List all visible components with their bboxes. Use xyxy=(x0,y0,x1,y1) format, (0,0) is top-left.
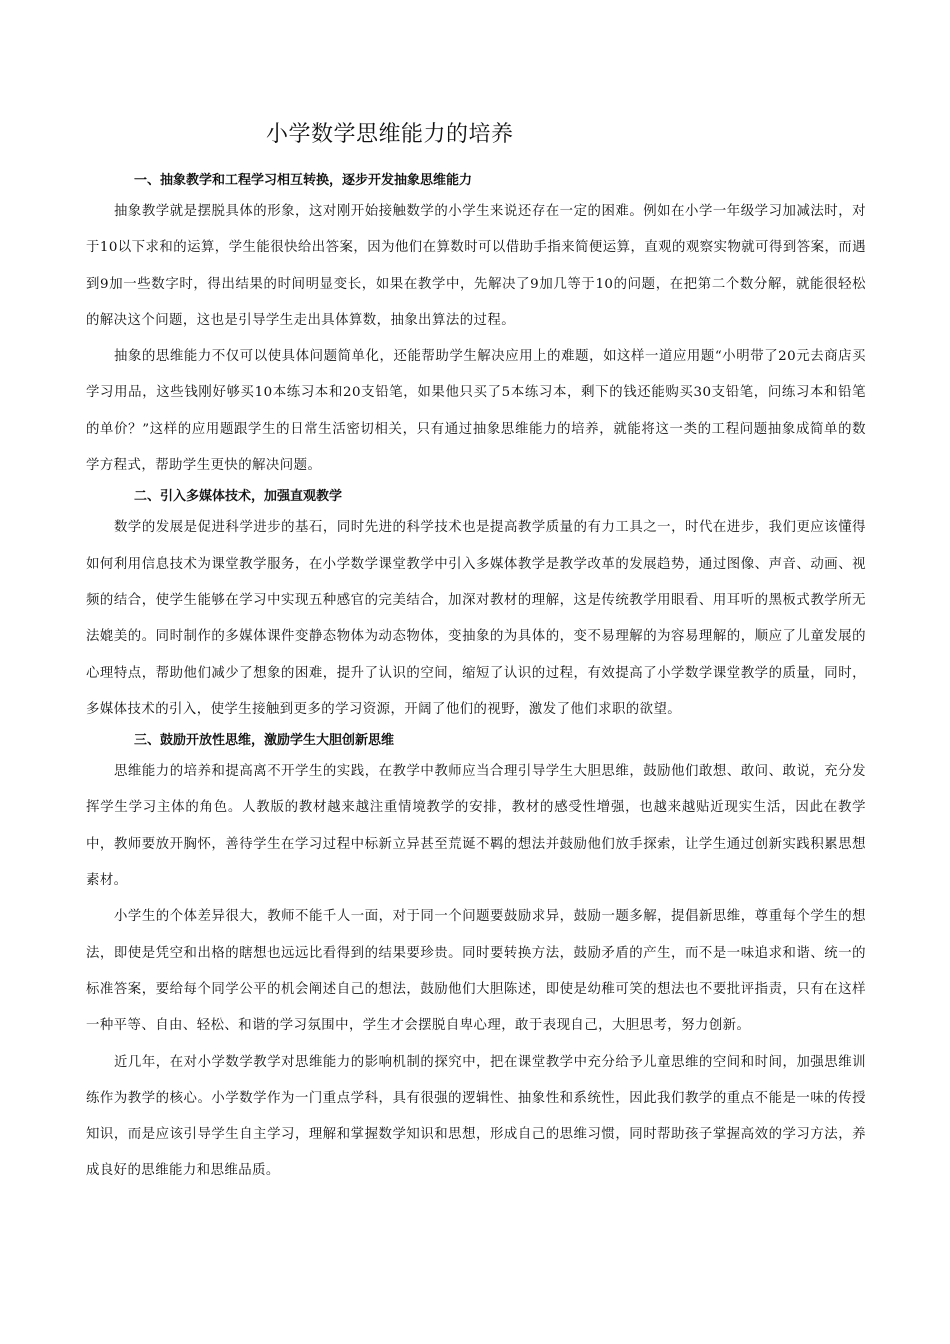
section-heading: 二、引入多媒体技术，加强直观教学 xyxy=(134,489,343,505)
section-3 xyxy=(86,728,866,1190)
paragraph: 思维能力的培养和提高离不开学生的实践，在教学中教师应当合理引导学生大胆思维，鼓励他们敢想、敢问、敢说，充分发挥学生学习主体的角色。人教版的教材越来越注重情境教学的安排，教材的感受性增强，也越来越贴近现实生活，因此在教学中，教师要放开胸怀，善待学生在学习过程中标新立异甚至荒诞不羁的想法并鼓励他们放手探索，让学生通过创新实践积累思想素材。 xyxy=(86,764,866,889)
document-title: 小学数学思维能力的培养 xyxy=(266,122,514,147)
section-heading: 一、抽象教学和工程学习相互转换，逐步开发抽象思维能力 xyxy=(134,173,473,188)
section-1 xyxy=(86,168,866,484)
document-page xyxy=(86,118,866,1190)
paragraph: 小学生的个体差异很大，教师不能千人一面，对于同一个问题要鼓励求异，鼓励一题多解，提倡新思维，尊重每个学生的想法，即使是凭空和出格的瞎想也远远比看得到的结果要珍贵。同时要转换方法，鼓励矛盾的产生，而不是一味追求和谐、统一的标准答案，要给每个同学公平的机会阐述自己的想法，鼓励他们大胆陈述，即使是幼稚可笑的想法也不要批评指责，只有在这样一种平等、自由、轻松、和谐的学习氛围中，学生才会摆脱自卑心理，敢于表现自己，大胆思考，努力创新。 xyxy=(86,909,866,1034)
paragraph: 抽象的思维能力不仅可以使具体问题简单化，还能帮助学生解决应用上的难题，如这样一道应用题“小明带了20元去商店买学习用品，这些钱刚好够买10本练习本和20支铅笔，如果他只买了5本练习本，剩下的钱还能购买30支铅笔，问练习本和铅笔的单价？”这样的应用题跟学生的日常生活密切相关，只有通过抽象思维能力的培养，就能将这一类的工程问题抽象成简单的数学方程式，帮助学生更快的解决问题。 xyxy=(86,349,866,474)
paragraph: 近几年，在对小学数学教学对思维能力的影响机制的探究中，把在课堂教学中充分给予儿童思维的空间和时间，加强思维训练作为教学的核心。小学数学作为一门重点学科，具有很强的逻辑性、抽象性和系统性，因此我们教学的重点不能是一味的传授知识，而是应该引导学生自主学习，理解和掌握数学知识和思想，形成自己的思维习惯，同时帮助孩子掌握高效的学习方法，养成良好的思维能力和思维品质。 xyxy=(86,1054,866,1179)
paragraph: 数学的发展是促进科学进步的基石，同时先进的科学技术也是提高教学质量的有力工具之一，时代在进步，我们更应该懂得如何利用信息技术为课堂教学服务，在小学数学课堂教学中引入多媒体教学是教学改革的发展趋势，通过图像、声音、动画、视频的结合，使学生能够在学习中实现五种感官的完美结合，加深对教材的理解，这是传统教学用眼看、用耳听的黑板式教学所无法媲美的。同时制作的多媒体课件变静态物体为动态物体，变抽象的为具体的，变不易理解的为容易理解的，顺应了儿童发展的心理特点，帮助他们减少了想象的困难，提升了认识的空间，缩短了认识的过程，有效提高了小学数学课堂教学的质量，同时，多媒体技术的引入，使学生接触到更多的学习资源，开阔了他们的视野，激发了他们求职的欲望。 xyxy=(86,520,866,717)
paragraph: 抽象教学就是摆脱具体的形象，这对刚开始接触数学的小学生来说还存在一定的困难。例如在小学一年级学习加减法时，对于10以下求和的运算，学生能很快给出答案，因为他们在算数时可以借助手指来简便运算，直观的观察实物就可得到答案，而遇到9加一些数字时，得出结果的时间明显变长，如果在教学中，先解决了9加几等于10的问题，在把第二个数分解，就能很轻松的解决这个问题，这也是引导学生走出具体算数，抽象出算法的过程。 xyxy=(86,204,866,328)
section-2 xyxy=(86,484,866,728)
section-heading: 三、鼓励开放性思维，激励学生大胆创新思维 xyxy=(134,733,395,749)
